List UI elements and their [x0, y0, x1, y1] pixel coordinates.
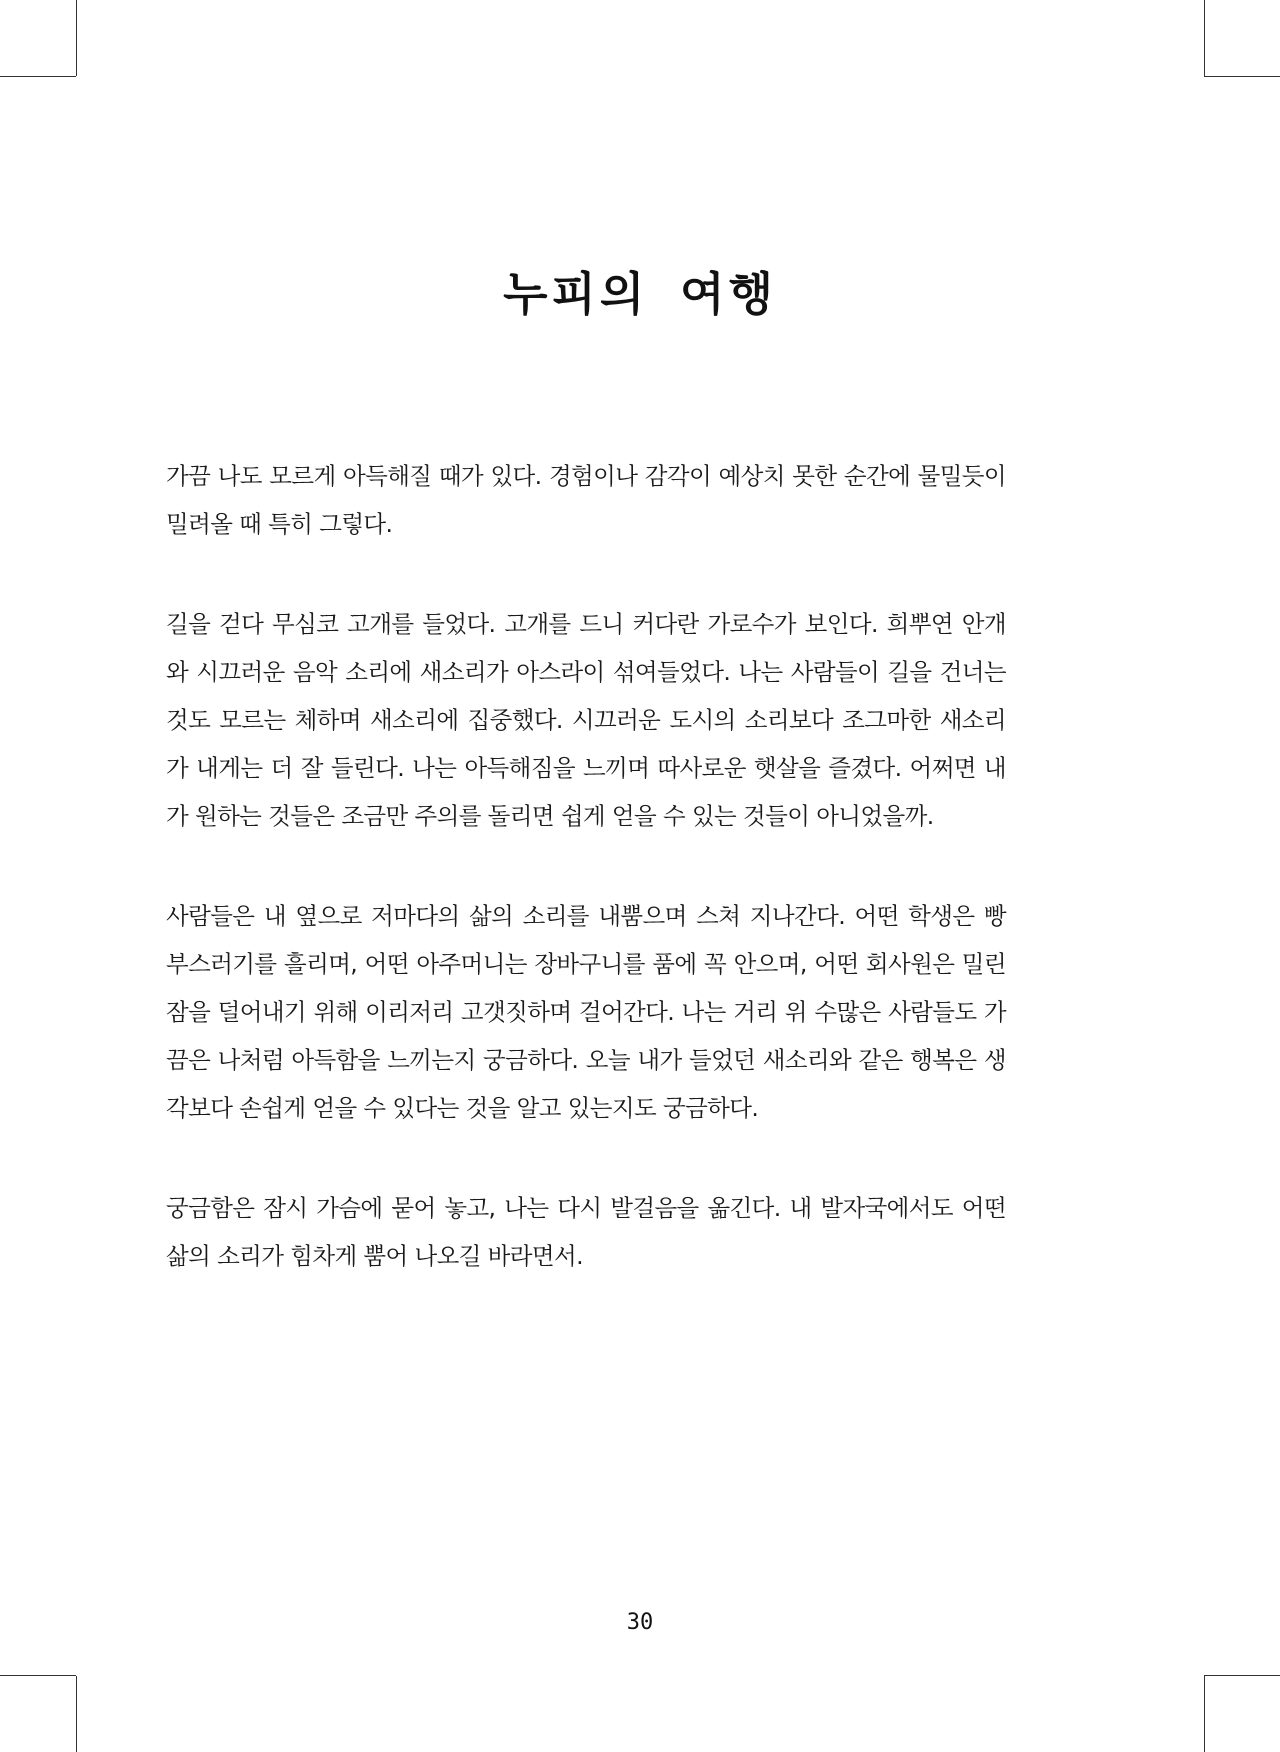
crop-mark-bottom-right-horizontal	[1204, 1675, 1280, 1676]
crop-mark-bottom-left-horizontal	[0, 1675, 76, 1676]
crop-mark-bottom-left-vertical	[76, 1676, 77, 1752]
crop-mark-bottom-right-vertical	[1204, 1676, 1205, 1752]
crop-mark-top-right-vertical	[1204, 0, 1205, 76]
paragraph: 가끔 나도 모르게 아득해질 때가 있다. 경험이나 감각이 예상치 못한 순간에 물밀듯이 밀려올 때 특히 그렇다.	[166, 462, 1006, 538]
paragraph: 사람들은 내 옆으로 저마다의 삶의 소리를 내뿜으며 스쳐 지나간다. 어떤 학생은 빵 부스러기를 흘리며, 어떤 아주머니는 장바구니를 품에 꼭 안으며, 어떤 회사원은 밀린 잠을 덜어내기 위해 이리저리 고갯짓하며 걸어간다. 나는 거리 위 수많은 사람들도 가끔은 나처럼 아득함을 느끼는지 궁금하다. 오늘 내가 들었던 새소리와 같은 행복은 생각보다 손쉽게 얻을 수 있다는 것을 알고 있는지도 궁금하다.	[166, 902, 1006, 1122]
paragraph: 길을 걷다 무심코 고개를 들었다. 고개를 드니 커다란 가로수가 보인다. 희뿌연 안개와 시끄러운 음악 소리에 새소리가 아스라이 섞여들었다. 나는 사람들이 길을 건너는 것도 모르는 체하며 새소리에 집중했다. 시끄러운 도시의 소리보다 조그마한 새소리가 내게는 더 잘 들린다. 나는 아득해짐을 느끼며 따사로운 햇살을 즐겼다. 어쩌면 내가 원하는 것들은 조금만 주의를 돌리면 쉽게 얻을 수 있는 것들이 아니었을까.	[166, 610, 1006, 830]
body-text	[166, 452, 1006, 1332]
crop-mark-top-left-horizontal	[0, 76, 76, 77]
crop-mark-top-right-horizontal	[1204, 76, 1280, 77]
page-number: 30	[626, 1610, 654, 1635]
page-title: 누피의 여행	[503, 267, 777, 321]
crop-mark-top-left-vertical	[76, 0, 77, 76]
paragraph: 궁금함은 잠시 가슴에 묻어 놓고, 나는 다시 발걸음을 옮긴다. 내 발자국에서도 어떤 삶의 소리가 힘차게 뿜어 나오길 바라면서.	[166, 1194, 1006, 1270]
